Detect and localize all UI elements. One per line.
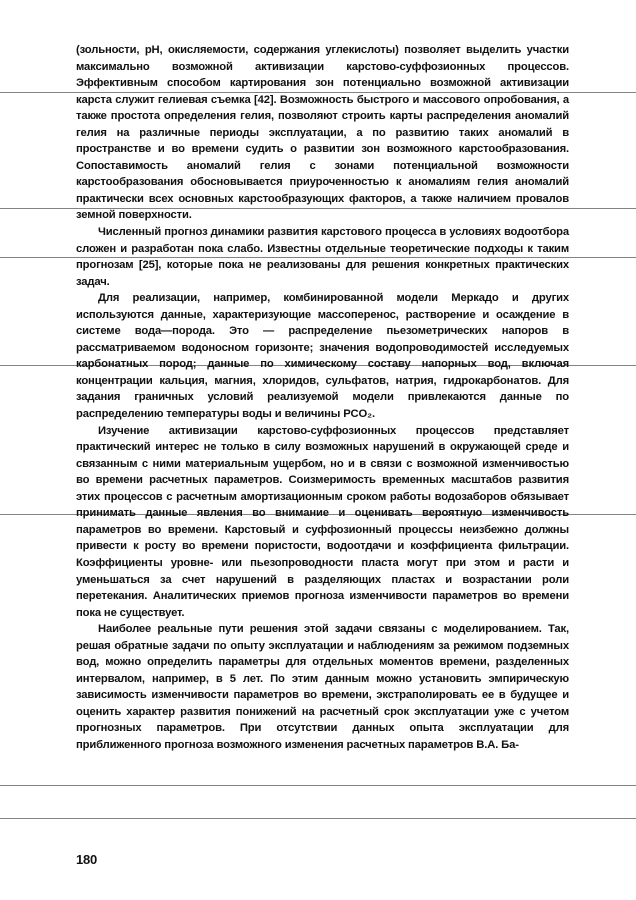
- paragraph: (зольности, pH, окисляемости, содержания углекислоты) позволяет выделить участки максимально возможной активизации карстово-суффозионных процессов. Эффективным способом картирования зон потенциально возможной активизации карста служит гелиевая съемка [42]. Возможность быстрого и массового опробования, а также простота определения гелия, позволяют строить карты распределения аномалий гелия на различные периоды эксплуатации, а по развитию таких аномалий в пространстве и во времени судить о развитии зон возможного карстообразования. Сопоставимость аномалий гелия с зонами потенциальной возможности карстообразования обосновывается приуроченностью к аномалиям гелия аномалий практически всех основных карстообразующих факторов, а также наличием провалов земной поверхности.: [76, 44, 569, 222]
- scan-line: [0, 785, 636, 786]
- paragraph: Наиболее реальные пути решения этой задачи связаны с моделированием. Так, решая обратные задачи по опыту эксплуатации и наблюдениям за режимом подземных вод, можно определить параметры для отдельных моментов времени, разделенных интервалом, например, в 5 лет. По этим данным можно установить эмпирическую зависимость изменчивости параметров во времени, экстраполировать ее в будущее и оценить характер развития понижений на расчетный срок эксплуатации уже с учетом прогнозных параметров. При отсутствии данных опыта эксплуатации для приближенного прогноза возможного изменения расчетных параметров В.А. Ба-: [76, 623, 569, 751]
- paragraph: Численный прогноз динамики развития карстового процесса в условиях водоотбора сложен и разработан пока слабо. Известны отдельные теоретические подходы к таким прогнозам [25], которые пока не реализованы для решения конкретных практических задач.: [76, 226, 569, 288]
- paragraph: Для реализации, например, комбинированной модели Меркадо и других используются данные, характеризующие массоперенос, растворение и осаждение в системе вода—порода. Это — распределение пьезометрических напоров в рассматриваемом водоносном горизонте; значения водопроводимостей исследуемых карбонатных пород; данные по химическому составу напорных вод, включая концентрации кальция, магния, хлоридов, сульфатов, натрия, гидрокарбонатов. Для задания граничных условий реализуемой модели привлекаются данные по распределению температуры воды и величины PCO₂.: [76, 292, 569, 421]
- scan-line: [0, 818, 636, 819]
- page-number: 180: [76, 852, 98, 867]
- main-text: [76, 42, 569, 754]
- paragraph: Изучение активизации карстово-суффозионных процессов представляет практический интерес не только в силу возможных нарушений в окружающей среде и связанным с ними материальным ущербом, но и в связи с возможной изменчивостью во времени расчетных параметров. Соизмеримость временных масштабов развития этих процессов с расчетным амортизационным сроком работы водозаборов обязывает принимать данные явления во внимание и оценивать вероятную изменчивость параметров во времени. Карстовый и суффозионный процессы неизбежно должны привести к росту во времени пористости, водоотдачи и коэффициента фильтрации. Коэффициенты уровне- или пьезопроводности пласта могут при этом и расти и уменьшаться за счет нарушений в разделяющих пластах и возрастании роли перетекания. Аналитических приемов прогноза изменчивости параметров во времени пока не существует.: [76, 424, 569, 619]
